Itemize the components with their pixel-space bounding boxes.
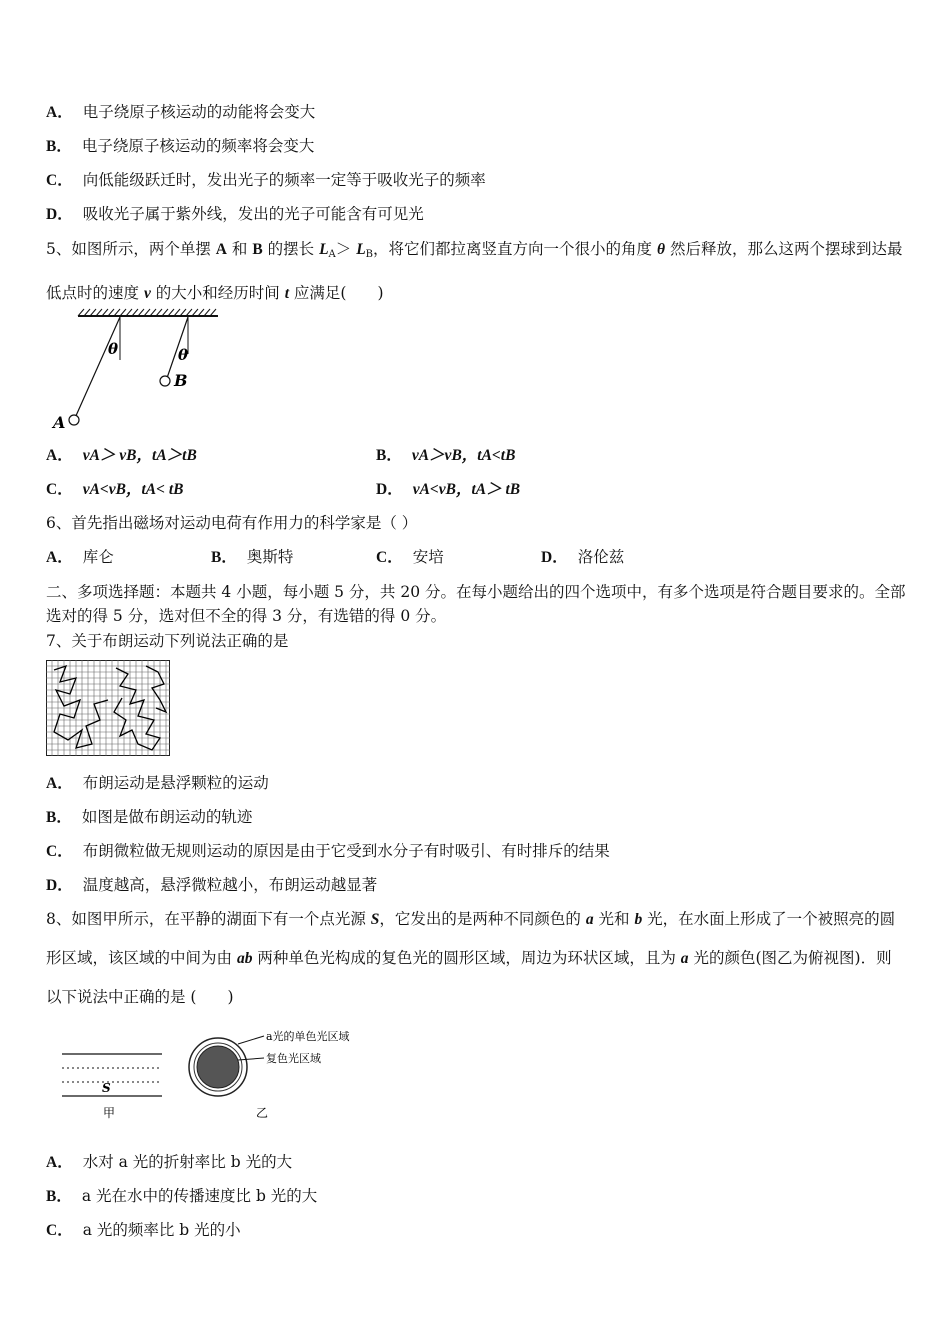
ball-label-a: A — [53, 413, 66, 432]
stem-text: 然后释放，那么这两个摆球到达最低点时的速度 — [46, 240, 903, 302]
q6-option-b — [211, 547, 293, 568]
q8-stem — [46, 900, 906, 1016]
option-label: C． — [46, 1222, 73, 1239]
stem-text: ＞ — [335, 240, 357, 258]
option-text: 电子绕原子核运动的频率将会变大 — [81, 137, 315, 155]
q7-option-d — [46, 875, 377, 896]
q4-option-d — [46, 204, 424, 225]
option-label: C． — [46, 843, 73, 860]
option-label: A． — [46, 104, 73, 121]
q8-option-a — [46, 1152, 292, 1173]
stem-text: 的摆长 — [262, 240, 320, 258]
section-header: 二、多项选择题：本题共 4 小题，每小题 5 分，共 20 分。在每小题给出的四个选项中，有多个选项是符合题目要求的。全部选对的得 5 分，选对但不全的得 3 分，有选错的得 0 分。 — [46, 583, 906, 625]
stem-sub-a: A — [328, 249, 336, 260]
light-source-figure — [58, 1024, 378, 1124]
stem-var-v: v — [143, 285, 151, 302]
option-text: vA<vB，tA＞ tB — [412, 481, 521, 498]
option-label: A． — [46, 447, 73, 464]
stem-text: 的大小和经历时间 — [150, 284, 285, 302]
pendulum-ball-b — [160, 376, 170, 386]
option-label: A． — [46, 549, 73, 566]
option-label: C． — [46, 172, 73, 189]
theta-label-b: θ — [178, 346, 189, 364]
stem-var-a: A — [215, 241, 227, 258]
stem-text: ，它发出的是两种不同颜色的 — [379, 910, 586, 928]
pendulum-ball-a — [69, 415, 79, 425]
q6-option-c — [376, 547, 444, 568]
compound-light-region — [197, 1046, 239, 1088]
option-text: 布朗微粒做无规则运动的原因是由于它受到水分子有时吸引、有时排斥的结果 — [82, 842, 610, 860]
option-text: 洛伦兹 — [577, 548, 625, 566]
theta-label-a: θ — [108, 340, 119, 358]
option-text: 如图是做布朗运动的轨迹 — [81, 808, 253, 826]
option-text: vA＞ vB，tA＞tB — [82, 447, 197, 464]
q8-option-c — [46, 1220, 241, 1241]
stem-text: 光，在水面上形成了一个被照亮的圆形区域，该区域的中间为由 — [46, 910, 896, 967]
option-label: B． — [46, 138, 72, 155]
leader-single — [238, 1036, 264, 1044]
option-label: D． — [376, 481, 403, 498]
stem-var-s: S — [370, 911, 380, 928]
option-text: vA＞vB，tA<tB — [411, 447, 516, 464]
option-text: 向低能级跃迁时，发出光子的频率一定等于吸收光子的频率 — [82, 171, 486, 189]
stem-var-theta: θ — [656, 241, 666, 258]
label-single-region: a光的单色光区域 — [266, 1030, 350, 1043]
pendulum-figure — [50, 308, 230, 433]
q5-option-a — [46, 445, 197, 466]
option-label: D． — [46, 206, 73, 223]
stem-text: ，将它们都拉离竖直方向一个很小的角度 — [373, 240, 657, 258]
option-text: 温度越高，悬浮微粒越小，布朗运动越显著 — [82, 876, 378, 894]
option-label: D． — [541, 549, 568, 566]
q7-stem: 7、关于布朗运动下列说法正确的是 — [46, 632, 289, 650]
stem-text: 8、如图甲所示，在平静的湖面下有一个点光源 — [46, 910, 371, 928]
option-label: D． — [46, 877, 73, 894]
option-label: A． — [46, 775, 73, 792]
option-text: 安培 — [412, 548, 444, 566]
stem-var-lb: L — [356, 241, 366, 258]
q8-option-b — [46, 1186, 317, 1207]
pendulum-string-a — [75, 317, 120, 418]
brownian-grid-figure — [46, 660, 170, 756]
option-text: 电子绕原子核运动的动能将会变大 — [82, 103, 316, 121]
stem-var-a: a — [585, 911, 594, 928]
option-text: 库仑 — [82, 548, 114, 566]
q5-stem — [46, 230, 906, 313]
option-text: 水对 a 光的折射率比 b 光的大 — [82, 1153, 293, 1171]
option-label: B． — [46, 1188, 72, 1205]
q5-option-b — [376, 445, 515, 466]
stem-var-a: a — [680, 950, 689, 967]
q4-option-c — [46, 170, 486, 191]
figure-label-jia: 甲 — [103, 1106, 116, 1120]
stem-var-b: b — [634, 911, 643, 928]
stem-var-t: t — [284, 285, 289, 302]
stem-text: 两种单色光构成的复色光的圆形区域，周边为环状区域，且为 — [252, 949, 681, 967]
stem-var-b: B — [252, 241, 263, 258]
q5-option-d — [376, 479, 520, 500]
figure-label-yi: 乙 — [256, 1106, 269, 1120]
stem-text: 和 — [227, 240, 253, 258]
ceiling-hatch — [78, 309, 216, 316]
stem-var-ab: ab — [236, 950, 253, 967]
q4-option-b — [46, 136, 314, 157]
option-label: A． — [46, 1154, 73, 1171]
stem-text: 光的颜色(图乙为俯视图)．则以下说法中正确的是 ( ) — [46, 949, 892, 1006]
q4-option-a — [46, 102, 315, 123]
option-text: a 光的频率比 b 光的小 — [82, 1221, 241, 1239]
option-label: B． — [376, 447, 402, 464]
q6-option-a — [46, 547, 114, 568]
option-text: 奥斯特 — [246, 548, 294, 566]
stem-sub-b: B — [365, 249, 374, 260]
option-label: B． — [211, 549, 237, 566]
q6-option-d — [541, 547, 624, 568]
label-compound-region: 复色光区域 — [266, 1052, 321, 1065]
stem-var-la: L — [319, 241, 329, 258]
stem-text: 光和 — [593, 910, 635, 928]
option-label: C． — [46, 481, 73, 498]
option-text: 吸收光子属于紫外线，发出的光子可能含有可见光 — [82, 205, 424, 223]
q7-option-a — [46, 773, 269, 794]
q7-option-b — [46, 807, 252, 828]
ball-label-b: B — [174, 371, 188, 390]
stem-text: 应满足( ) — [289, 284, 384, 302]
option-label: B． — [46, 809, 72, 826]
option-text: a 光在水中的传播速度比 b 光的大 — [81, 1187, 318, 1205]
source-label-s: S — [102, 1081, 111, 1095]
q5-option-c — [46, 479, 183, 500]
q6-stem: 6、首先指出磁场对运动电荷有作用力的科学家是（ ） — [46, 514, 418, 532]
option-text: vA<vB，tA< tB — [82, 481, 184, 498]
stem-text: 5、如图所示，两个单摆 — [46, 240, 216, 258]
option-label: C． — [376, 549, 403, 566]
q7-option-c — [46, 841, 610, 862]
option-text: 布朗运动是悬浮颗粒的运动 — [82, 774, 269, 792]
